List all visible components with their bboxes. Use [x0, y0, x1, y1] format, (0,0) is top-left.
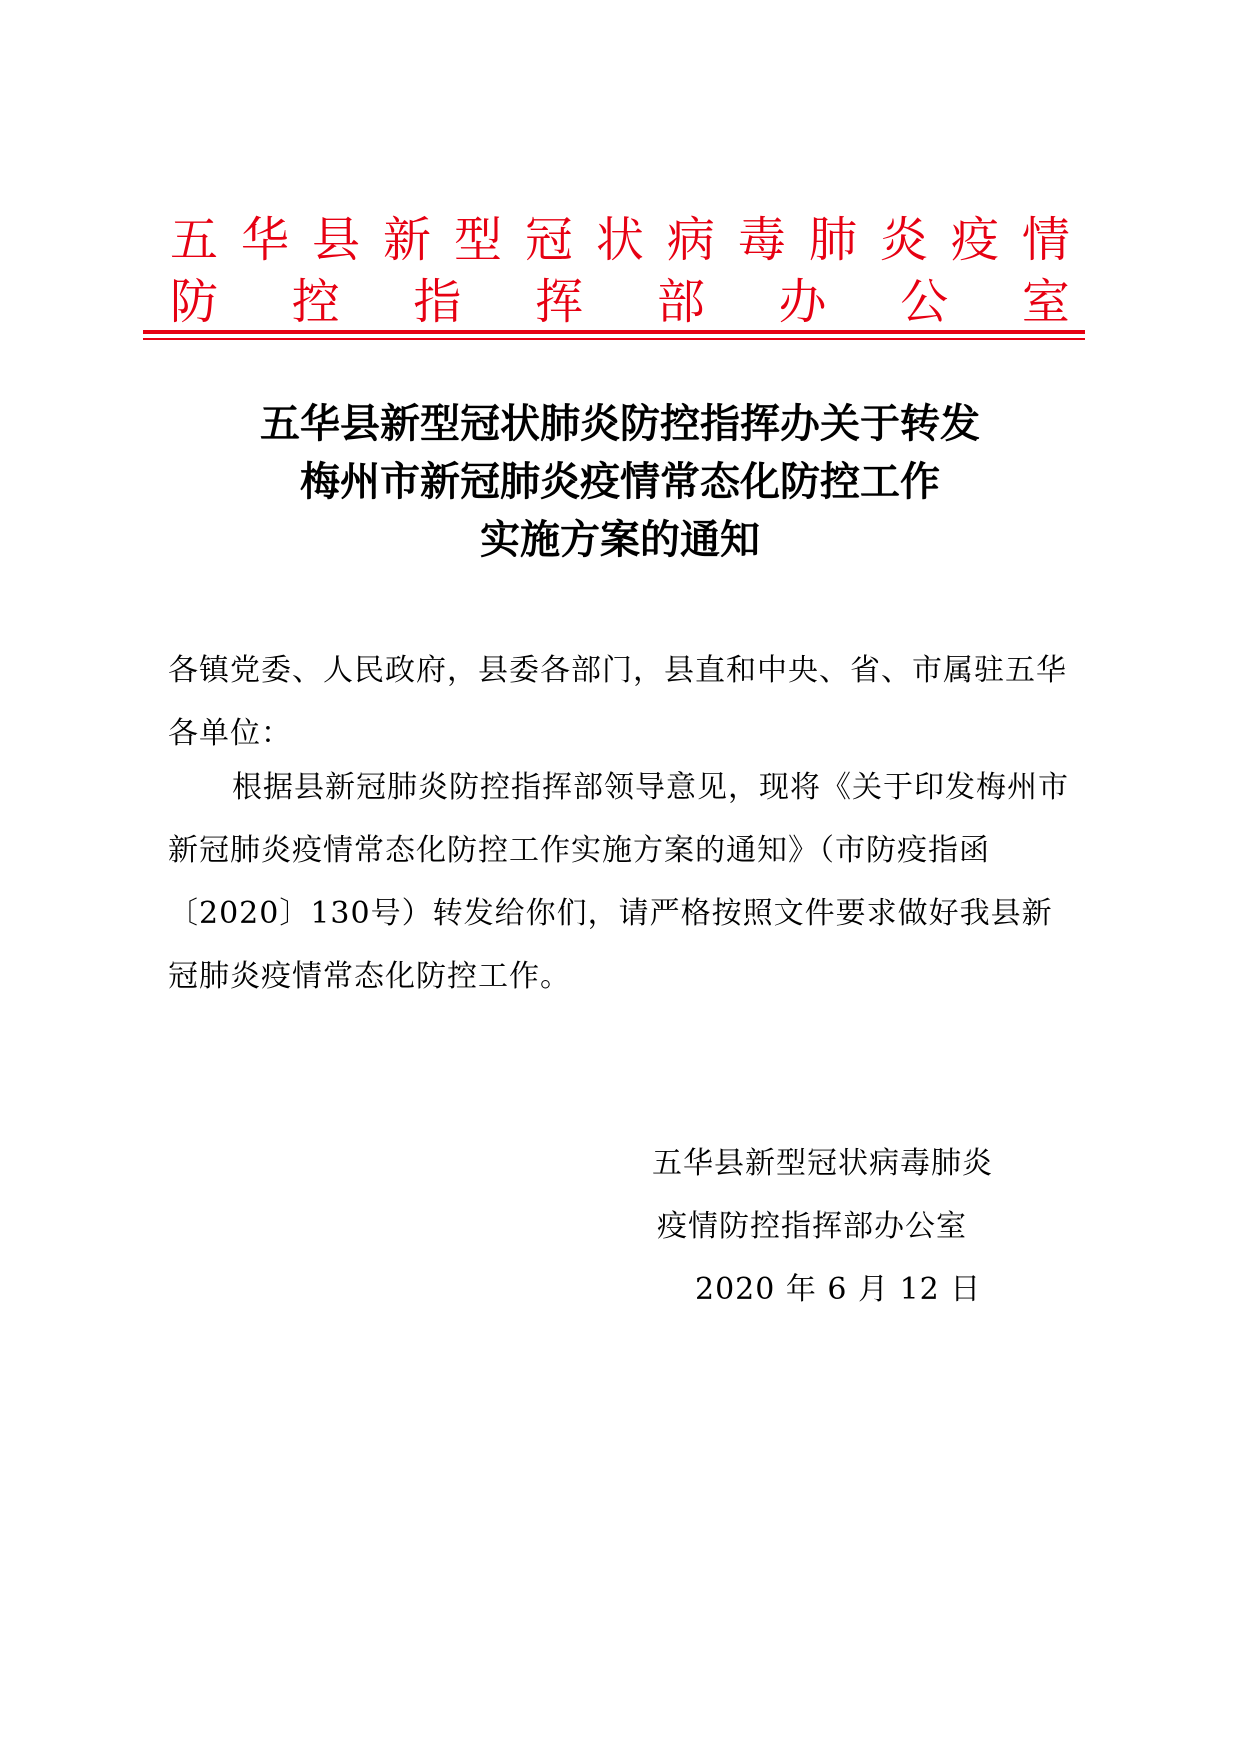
- letterhead-line-2: [170, 276, 1070, 328]
- letterhead-char: 病: [666, 212, 715, 268]
- letterhead-char: 指: [413, 274, 462, 330]
- title-line-1: 五华县新型冠状肺炎防控指挥办关于转发: [260, 400, 980, 447]
- letterhead-line-1: [170, 214, 1070, 266]
- letterhead-char: 型: [453, 212, 502, 268]
- letterhead-char: 室: [1021, 274, 1070, 330]
- document-title: [0, 395, 1240, 569]
- body-paragraph: 根据县新冠肺炎防控指挥部领导意见，现将《关于印发梅州市新冠肺炎疫情常态化防控工作实施方案的通知》（市防疫指函〔2020〕130号）转发给你们，请严格按照文件要求做好我县新冠肺炎疫情常态化防控工作。: [168, 770, 1069, 994]
- letterhead-char: 疫: [950, 212, 999, 268]
- letterhead-char: 公: [900, 274, 949, 330]
- letterhead-char: 冠: [524, 212, 573, 268]
- letterhead-char: 华: [240, 212, 289, 268]
- title-line-2: 梅州市新冠肺炎疫情常态化防控工作: [300, 458, 940, 505]
- letterhead-char: 部: [656, 274, 705, 330]
- letterhead-char: 防: [170, 274, 219, 330]
- letterhead-char: 办: [778, 274, 827, 330]
- letterhead-char: 炎: [879, 212, 928, 268]
- signature-org-line-2: 疫情防控指挥部办公室: [657, 1209, 967, 1244]
- addressee: 各镇党委、人民政府，县委各部门，县直和中央、省、市属驻五华各单位：: [168, 653, 1067, 751]
- title-line-3: 实施方案的通知: [480, 516, 760, 563]
- letterhead-char: 挥: [535, 274, 584, 330]
- letterhead-char: 肺: [808, 212, 857, 268]
- letterhead-char: 情: [1021, 212, 1070, 268]
- signature-date: 2020 年 6 月 12 日: [695, 1272, 982, 1307]
- signature-org-line-1: 五华县新型冠状病毒肺炎: [652, 1146, 993, 1181]
- letterhead-char: 控: [291, 274, 340, 330]
- letterhead-rule-thin: [143, 338, 1085, 340]
- letterhead-char: 五: [170, 212, 219, 268]
- letterhead-char: 状: [595, 212, 644, 268]
- letterhead-char: 毒: [737, 212, 786, 268]
- letterhead-rule-thick: [143, 330, 1085, 334]
- letterhead-char: 县: [311, 212, 360, 268]
- letterhead-char: 新: [382, 212, 431, 268]
